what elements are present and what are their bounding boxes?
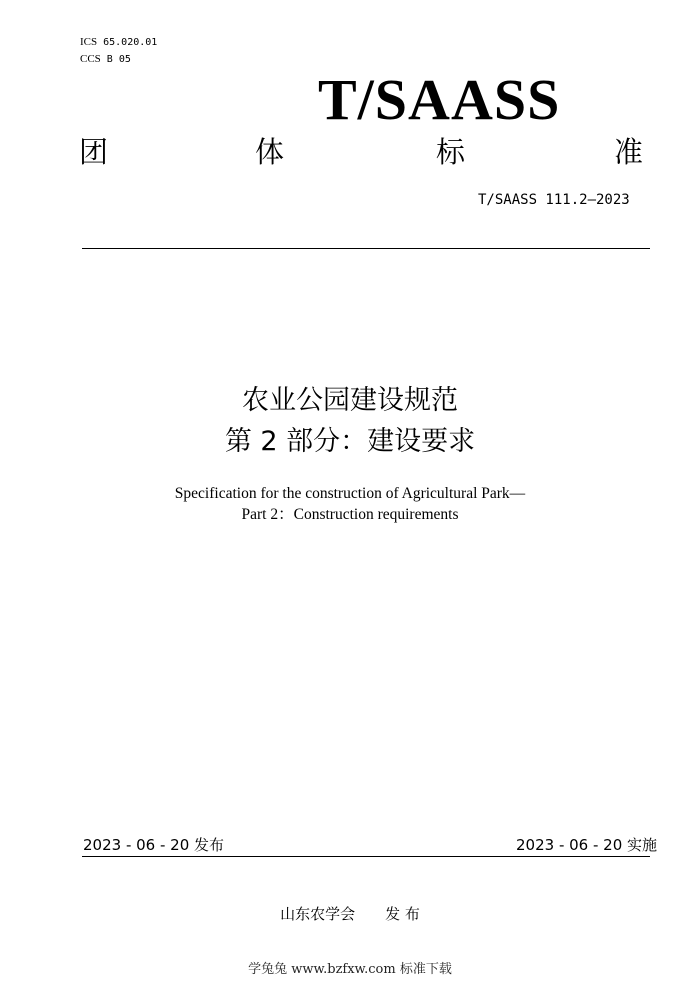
bottom-divider [82, 856, 650, 857]
english-title-line-1: Specification for the construction of Agricultural Park— [174, 485, 526, 502]
implementation-date: 2023 - 06 - 20 实施 [516, 836, 658, 854]
standard-type-char-3: 标 [436, 135, 466, 169]
classification-block [80, 34, 157, 68]
title-line-2: 第 2 部分：建设要求 [224, 426, 476, 457]
standard-type-char-4: 准 [614, 135, 644, 169]
watermark-footer: 学兔兔 www.bzfxw.com 标准下载 [248, 962, 452, 977]
standard-type-char-2: 体 [255, 135, 285, 169]
standard-type-char-1: 团 [79, 135, 109, 169]
top-divider [82, 248, 650, 249]
standard-number: T/SAASS 111.2—2023 [478, 192, 630, 208]
ccs-line [80, 51, 157, 68]
english-title-line-2: Part 2：Construction requirements [241, 506, 459, 523]
ics-code: 65.020.01 [103, 37, 158, 48]
standard-logo: T/SAASS [318, 67, 561, 132]
title-line-1: 农业公园建设规范 [242, 385, 458, 416]
issue-date: 2023 - 06 - 20 发布 [83, 836, 225, 854]
ics-label: ICS [80, 36, 98, 48]
publisher: 山东农学会 发 布 [280, 905, 420, 923]
ccs-code: B 05 [106, 54, 131, 65]
ccs-label: CCS [80, 53, 101, 65]
ics-line [80, 34, 157, 51]
